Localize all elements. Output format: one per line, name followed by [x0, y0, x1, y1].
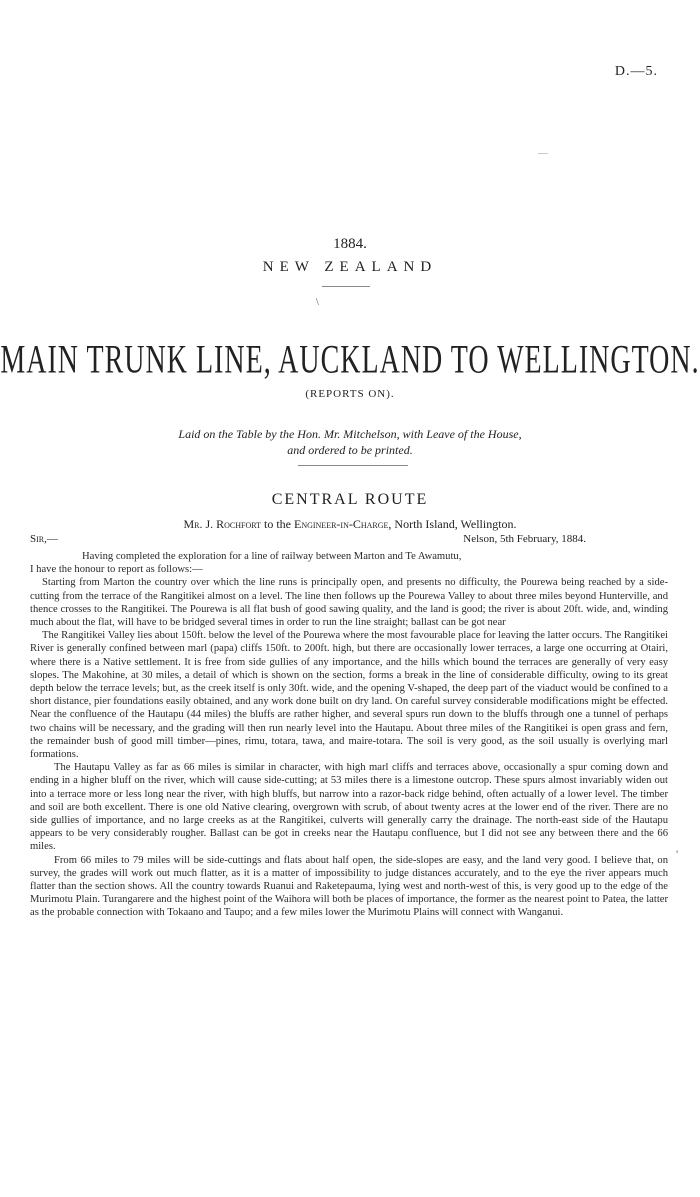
- laid-on-table-note: [0, 426, 700, 458]
- paragraph: The Hautapu Valley as far as 66 miles is similar in character, with high marl cliffs and terraces above, occasionally a spur coming down and ending in a higher bluff on the river, which will cause side-cutting; at 53 miles there is a limestone outcrop. These spurs almost invariably widen out into a terrace more or less long near the river, with high bluffs, but narrow into a razor-back ridge behind, often actually of a lower level. The timber and soil are both excellent. There is one old Native clearing, overgrown with scrub, of about twenty acres at the lower end of the river. There are no side gullies of importance, and no large creeks as at the Rangitikei, culverts will generally carry the drainage. The north-east side of the Hautapu appears to be very considerably rougher. Ballast can be got in creeks near the Hautapu confluence, but I did not see any between there and the 66 miles.: [30, 762, 668, 853]
- paragraph: The Rangitikei Valley lies about 150ft. below the level of the Pourewa where the most favourable place for leaving the latter occurs. The Rangitikei River is generally confined between marl (papa) cliffs 150ft. to 200ft. high, but there are occasionally lower terraces, a large one occurring at Otairi, where there is a Native settlement. It is free from side gullies of any importance, and the hills which bound the terraces are generally of very easy slopes. The Makohine, at 30 miles, a detail of which is shown on the section, forms a break in the line of considerable difficulty, owing to its great depth below the terrace levels; but, as the creek itself is only 30ft. wide, and the opening V-shaped, the deep part of the viaduct would be confined to a short distance, pier foundations easily obtained, and any work done built on dry land. On careful survey considerable modifications might be effected. Near the confluence of the Hautapu (44 miles) the bluffs are rather higher, and several spurs run down to the bluffs through one a tunnel of perhaps two chains will be necessary, and the grading will then run nearly level into the Hautapu. About three miles of the Rangitikei is open grass and fern, the remainder bush of good mill timber—pines, rimu, totara, tawa, and maire-totara. The soil is very good, as the soil usually is overlying marl formations.: [30, 630, 668, 761]
- route-place: North Island, Wellington.: [394, 517, 517, 531]
- section-title: CENTRAL ROUTE: [271, 491, 429, 508]
- paragraph: I have the honour to report as follows:—: [30, 564, 203, 576]
- paragraph: Starting from Marton the country over which the line runs is principally open, and presents no difficulty, the Pourewa being reached by a side-cutting from the terrace of the Rangitikei almost on a level. The line then follows up the Pourewa Valley to about three miles beyond Hunterville, and thence crosses to the Rangitikei. The Pourewa is all flat bush of good sawing quality, and the land is good; the river is about 20ft. wide, and, winding much about the flat, will have to be bridged several times in order to run the line straight; ballast can be got near: [30, 577, 668, 629]
- route-line: [0, 517, 700, 532]
- paragraph: From 66 miles to 79 miles will be side-cuttings and flats about half open, the side-slopes are easy, and the land very good. I believe that, on survey, the grades will work out much flatter, as it is a matter of impossibility to judge distances accurately, and to the eye the river appears much flatter than the section shows. All the country towards Ruanui and Raketepauma, lying west and north-west of this, is very good up to the edge of the Murimotu Plain. Turangarere and the highest point of the Waihora will both be places of importance, the former as the nearest point to Patea, the latter as the probable connection with Tokaano and Taupo; and a few miles lower the Murimotu Plains will connect with Wanganui.: [30, 854, 668, 919]
- route-from: Mr. J. Rochfort: [183, 517, 261, 531]
- main-title: MAIN TRUNK LINE, AUCKLAND TO WELLINGTON.: [0, 337, 700, 383]
- page-number: D.—5.: [614, 64, 658, 79]
- letter-body: [30, 550, 668, 920]
- letter-date: Nelson, 5th February, 1884.: [463, 533, 586, 545]
- laid-line-1: Laid on the Table by the Hon. Mr. Mitchelson, with Leave of the House,: [178, 427, 522, 441]
- route-to-word: to the: [263, 517, 291, 531]
- laid-line-2: and ordered to be printed.: [287, 443, 413, 457]
- paragraph: Having completed the exploration for a line of railway between Marton and Te Awamutu,: [82, 551, 462, 562]
- year: 1884.: [333, 236, 367, 252]
- tick-mark: \: [316, 297, 319, 308]
- divider-long: [298, 465, 408, 466]
- margin-mark: ': [676, 847, 679, 861]
- subtitle: (REPORTS ON).: [305, 388, 395, 400]
- margin-dash: —: [538, 148, 548, 159]
- salutation: Sir,—: [30, 533, 58, 545]
- country: NEW ZEALAND: [262, 259, 438, 275]
- route-recipient: Engineer-in-Charge,: [293, 517, 392, 531]
- divider-short: [322, 286, 370, 287]
